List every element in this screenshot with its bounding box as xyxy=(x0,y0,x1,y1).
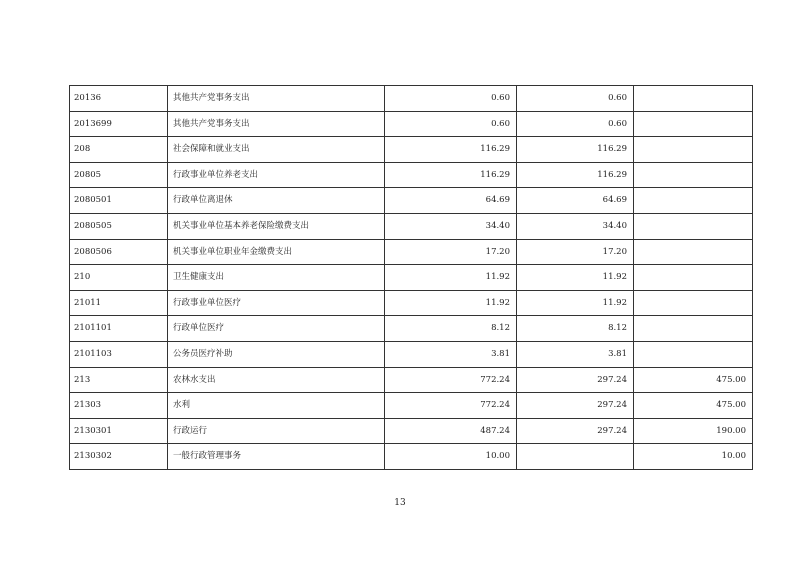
cell-code: 20805 xyxy=(70,162,168,188)
cell-basic: 17.20 xyxy=(517,239,634,265)
cell-basic: 34.40 xyxy=(517,213,634,239)
table-body xyxy=(70,86,753,470)
cell-name: 行政事业单位养老支出 xyxy=(168,162,385,188)
cell-name: 其他共产党事务支出 xyxy=(168,86,385,112)
cell-total: 64.69 xyxy=(385,188,517,214)
cell-name: 行政单位离退休 xyxy=(168,188,385,214)
cell-code: 21303 xyxy=(70,393,168,419)
cell-total: 11.92 xyxy=(385,290,517,316)
page-number: 13 xyxy=(394,498,406,508)
table-row xyxy=(70,239,753,265)
cell-name: 机关事业单位职业年金缴费支出 xyxy=(168,239,385,265)
cell-project: 475.00 xyxy=(634,367,753,393)
cell-basic: 116.29 xyxy=(517,162,634,188)
cell-code: 2080506 xyxy=(70,239,168,265)
cell-name: 一般行政管理事务 xyxy=(168,444,385,470)
cell-project xyxy=(634,213,753,239)
table-row xyxy=(70,213,753,239)
cell-total: 0.60 xyxy=(385,86,517,112)
cell-name: 行政单位医疗 xyxy=(168,316,385,342)
table-row xyxy=(70,265,753,291)
cell-project xyxy=(634,341,753,367)
cell-basic: 297.24 xyxy=(517,393,634,419)
cell-project: 475.00 xyxy=(634,393,753,419)
cell-project: 10.00 xyxy=(634,444,753,470)
cell-total: 0.60 xyxy=(385,111,517,137)
cell-basic: 8.12 xyxy=(517,316,634,342)
cell-basic xyxy=(517,444,634,470)
table-row xyxy=(70,444,753,470)
table-row xyxy=(70,137,753,163)
cell-project xyxy=(634,86,753,112)
table-row xyxy=(70,418,753,444)
cell-code: 2080505 xyxy=(70,213,168,239)
cell-code: 2130301 xyxy=(70,418,168,444)
cell-name: 公务员医疗补助 xyxy=(168,341,385,367)
table-row xyxy=(70,367,753,393)
cell-name: 行政运行 xyxy=(168,418,385,444)
cell-total: 116.29 xyxy=(385,137,517,163)
cell-name: 农林水支出 xyxy=(168,367,385,393)
cell-code: 20136 xyxy=(70,86,168,112)
cell-project xyxy=(634,137,753,163)
cell-basic: 11.92 xyxy=(517,290,634,316)
cell-project xyxy=(634,162,753,188)
cell-name: 其他共产党事务支出 xyxy=(168,111,385,137)
cell-total: 772.24 xyxy=(385,393,517,419)
cell-basic: 64.69 xyxy=(517,188,634,214)
table-row xyxy=(70,162,753,188)
cell-project xyxy=(634,265,753,291)
cell-code: 21011 xyxy=(70,290,168,316)
cell-code: 2013699 xyxy=(70,111,168,137)
cell-total: 8.12 xyxy=(385,316,517,342)
cell-total: 17.20 xyxy=(385,239,517,265)
cell-basic: 0.60 xyxy=(517,86,634,112)
cell-total: 772.24 xyxy=(385,367,517,393)
cell-basic: 297.24 xyxy=(517,418,634,444)
cell-basic: 116.29 xyxy=(517,137,634,163)
table-row xyxy=(70,341,753,367)
table-row xyxy=(70,111,753,137)
cell-code: 210 xyxy=(70,265,168,291)
cell-name: 水利 xyxy=(168,393,385,419)
cell-basic: 297.24 xyxy=(517,367,634,393)
table-row xyxy=(70,393,753,419)
cell-project xyxy=(634,188,753,214)
table-row xyxy=(70,188,753,214)
cell-project xyxy=(634,316,753,342)
cell-project: 190.00 xyxy=(634,418,753,444)
cell-code: 208 xyxy=(70,137,168,163)
cell-project xyxy=(634,290,753,316)
cell-code: 2101103 xyxy=(70,341,168,367)
cell-total: 487.24 xyxy=(385,418,517,444)
cell-name: 社会保障和就业支出 xyxy=(168,137,385,163)
cell-project xyxy=(634,239,753,265)
cell-code: 2130302 xyxy=(70,444,168,470)
table-row xyxy=(70,290,753,316)
cell-total: 11.92 xyxy=(385,265,517,291)
cell-total: 34.40 xyxy=(385,213,517,239)
cell-basic: 0.60 xyxy=(517,111,634,137)
cell-basic: 3.81 xyxy=(517,341,634,367)
cell-code: 2101101 xyxy=(70,316,168,342)
cell-name: 机关事业单位基本养老保险缴费支出 xyxy=(168,213,385,239)
cell-name: 行政事业单位医疗 xyxy=(168,290,385,316)
table-row xyxy=(70,316,753,342)
table-row xyxy=(70,86,753,112)
cell-project xyxy=(634,111,753,137)
budget-expenditure-table xyxy=(69,85,753,470)
cell-total: 3.81 xyxy=(385,341,517,367)
cell-total: 116.29 xyxy=(385,162,517,188)
cell-total: 10.00 xyxy=(385,444,517,470)
cell-name: 卫生健康支出 xyxy=(168,265,385,291)
cell-code: 213 xyxy=(70,367,168,393)
cell-basic: 11.92 xyxy=(517,265,634,291)
cell-code: 2080501 xyxy=(70,188,168,214)
